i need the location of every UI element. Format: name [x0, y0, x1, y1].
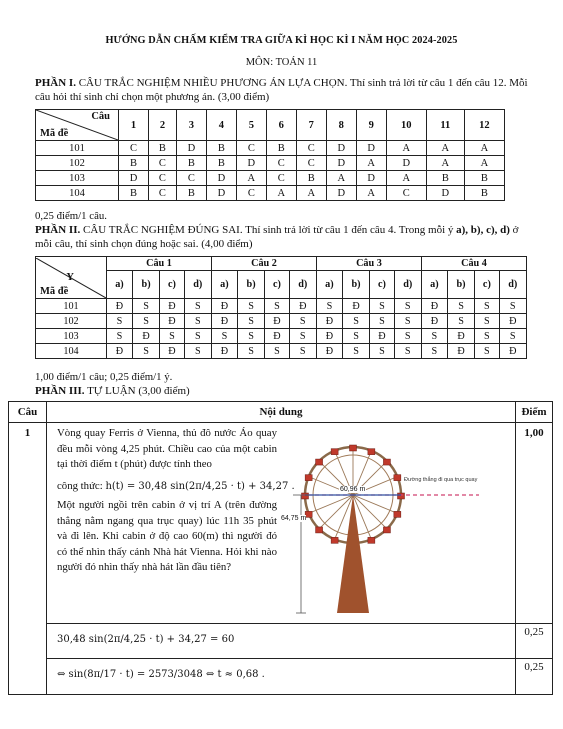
answer-cell: B — [176, 186, 206, 201]
part1-answer-table — [35, 109, 505, 201]
part1-question-header: 6 — [266, 110, 296, 141]
answer-cell: S — [475, 329, 499, 344]
part1-table-row — [36, 186, 505, 201]
answer-cell: D — [326, 141, 356, 156]
answer-cell: D — [326, 156, 356, 171]
part2-corner-cell — [36, 257, 107, 299]
part2-sub-header: a) — [107, 271, 133, 299]
exam-code-cell: 101 — [36, 141, 119, 156]
question-paragraph-1: Vòng quay Ferris ở Vienna, thủ đô nước Áo quay đều mỗi vòng 4,25 phút. Chiều cao của một cabin tại thời điểm t (phút) được tính theo — [57, 427, 277, 470]
part2-text-b: a), b), c), d) — [456, 224, 510, 236]
question-points: 1,00 — [516, 423, 553, 624]
answer-cell: S — [184, 329, 211, 344]
part1-instructions — [35, 77, 535, 104]
answer-cell: A — [356, 186, 386, 201]
answer-cell: A — [386, 171, 426, 186]
part2-sub-row — [36, 271, 527, 299]
part1-question-header: 9 — [356, 110, 386, 141]
part3-essay-table — [8, 401, 553, 695]
question-number: 1 — [9, 423, 47, 695]
part1-question-header: 1 — [119, 110, 149, 141]
part2-sub-header: b) — [342, 271, 369, 299]
answer-cell: Đ — [211, 299, 237, 314]
subject-label: MÔN: TOÁN 11 — [245, 57, 318, 68]
answer-cell: D — [426, 186, 464, 201]
part2-text-a: CÂU TRẮC NGHIỆM ĐÚNG SAI. Thí sinh trả lời từ câu 1 đến câu 4. Trong mỗi ý — [80, 224, 457, 236]
part1-corner-cell — [36, 110, 119, 141]
answer-cell: S — [184, 314, 211, 329]
exam-code-cell: 103 — [36, 329, 107, 344]
part1-question-header: 4 — [206, 110, 236, 141]
answer-cell: S — [289, 314, 316, 329]
formula-label: công thức: — [57, 479, 106, 492]
answer-cell: S — [237, 344, 264, 359]
exam-code-cell: 103 — [36, 171, 119, 186]
answer-cell: Đ — [289, 299, 316, 314]
answer-cell: S — [289, 344, 316, 359]
answer-cell: C — [296, 141, 326, 156]
answer-cell: Đ — [107, 344, 133, 359]
step1-cell — [47, 624, 516, 659]
part2-sub-header: a) — [316, 271, 342, 299]
answer-cell: S — [107, 314, 133, 329]
part2-sub-header: c) — [475, 271, 499, 299]
part1-question-header: 8 — [326, 110, 356, 141]
part1-scoring-note: 0,25 điểm/1 câu. — [35, 210, 107, 222]
part2-sub-header: c) — [160, 271, 184, 299]
answer-cell: S — [499, 329, 526, 344]
answer-cell: D — [176, 141, 206, 156]
part2-sub-header: d) — [394, 271, 421, 299]
answer-cell: B — [266, 141, 296, 156]
document-title: HƯỚNG DẪN CHẤM KIỂM TRA GIỮA KÌ HỌC KÌ I NĂM HỌC 2024-2025 — [105, 35, 458, 46]
answer-cell: A — [326, 171, 356, 186]
part2-sub-header: c) — [370, 271, 394, 299]
answer-cell: Đ — [316, 344, 342, 359]
answer-cell: C — [386, 186, 426, 201]
answer-cell: S — [237, 329, 264, 344]
part2-answer-table — [35, 256, 527, 359]
answer-cell: Đ — [160, 314, 184, 329]
part1-question-header: 7 — [296, 110, 326, 141]
question-content-cell — [47, 423, 516, 624]
step1-points: 0,25 — [516, 624, 553, 659]
answer-cell: D — [326, 186, 356, 201]
answer-cell: S — [370, 344, 394, 359]
exam-code-cell: 104 — [36, 186, 119, 201]
answer-cell: S — [370, 314, 394, 329]
answer-cell: C — [296, 156, 326, 171]
answer-cell: Đ — [316, 314, 342, 329]
part1-question-header: 11 — [426, 110, 464, 141]
answer-cell: A — [236, 171, 266, 186]
answer-cell: C — [176, 171, 206, 186]
answer-cell: S — [342, 344, 369, 359]
part2-text-c: ở mỗi câu, thí sinh chọn đúng hoặc sai. (4,00 điểm) — [35, 224, 519, 250]
part2-sub-header: b) — [132, 271, 159, 299]
answer-cell: D — [119, 171, 149, 186]
answer-cell: S — [184, 344, 211, 359]
answer-cell: S — [342, 314, 369, 329]
part2-table-row — [36, 299, 527, 314]
part2-group-header: Câu 2 — [211, 257, 316, 271]
answer-cell: Đ — [499, 314, 526, 329]
question-formula-line — [57, 479, 295, 495]
part1-heading: PHẦN I. — [35, 77, 76, 89]
part2-table-row — [36, 344, 527, 359]
step2-equation: ⇔ sin(8π/17 · t) = 2573/3048 ⇔ t ≈ 0,68 . — [57, 669, 265, 680]
answer-cell: S — [289, 329, 316, 344]
part1-table-row — [36, 171, 505, 186]
part2-sub-header: a) — [421, 271, 447, 299]
answer-cell: S — [447, 299, 474, 314]
answer-cell: S — [132, 344, 159, 359]
part1-question-header: 10 — [386, 110, 426, 141]
part1-table-row — [36, 141, 505, 156]
answer-cell: D — [386, 156, 426, 171]
answer-cell: S — [265, 344, 289, 359]
part2-scoring-note: 1,00 điểm/1 câu; 0,25 điểm/1 ý. — [35, 371, 173, 383]
answer-cell: S — [499, 299, 526, 314]
answer-cell: Đ — [499, 344, 526, 359]
answer-cell: Đ — [132, 329, 159, 344]
answer-cell: S — [370, 299, 394, 314]
height-label: 64,75 m — [281, 515, 307, 522]
answer-cell: S — [394, 329, 421, 344]
answer-cell: Đ — [265, 329, 289, 344]
answer-cell: S — [394, 299, 421, 314]
answer-cell: B — [426, 171, 464, 186]
part2-sub-header: b) — [237, 271, 264, 299]
part2-sub-header: d) — [499, 271, 526, 299]
answer-cell: Đ — [107, 299, 133, 314]
answer-cell: Đ — [211, 344, 237, 359]
part1-question-header: 5 — [236, 110, 266, 141]
formula: h(t) = 30,48 sin(2π/4,25 · t) + 34,27 . — [105, 480, 295, 492]
answer-cell: S — [394, 344, 421, 359]
corner-code-label: Mã đề — [40, 285, 69, 297]
exam-code-cell: 101 — [36, 299, 107, 314]
answer-cell: A — [386, 141, 426, 156]
part2-table-row — [36, 329, 527, 344]
part1-header-row — [36, 110, 505, 141]
step2-row — [9, 659, 553, 695]
answer-cell: S — [342, 329, 369, 344]
answer-cell: Đ — [421, 314, 447, 329]
answer-cell: B — [119, 186, 149, 201]
answer-cell: S — [184, 299, 211, 314]
part2-instructions — [35, 223, 535, 251]
part2-group-row — [36, 257, 527, 271]
answer-cell: Đ — [447, 329, 474, 344]
answer-cell: C — [119, 141, 149, 156]
ferris-wheel-figure — [281, 423, 491, 623]
answer-cell: S — [394, 314, 421, 329]
answer-cell: S — [237, 314, 264, 329]
col-points-header: Điểm — [516, 402, 553, 423]
answer-cell: S — [237, 299, 264, 314]
answer-cell: S — [160, 329, 184, 344]
answer-cell: B — [464, 171, 504, 186]
answer-cell: S — [132, 314, 159, 329]
step2-points: 0,25 — [516, 659, 553, 695]
answer-cell: Đ — [342, 299, 369, 314]
part1-question-header: 2 — [148, 110, 176, 141]
answer-cell: C — [266, 171, 296, 186]
question-paragraph-2: Một người ngồi trên cabin ở vị trí A (trên đường thẳng nằm ngang qua trục quay) lúc 11h 35 phút và đi lên. Khi cabin ở độ cao 60(m) thì người đó có thể nhìn thấy cảnh Nhà hát Vienna. Hỏi khi nào người đó nhìn thấy nhà hát lần đầu tiên? — [57, 499, 277, 573]
step1-row — [9, 624, 553, 659]
answer-cell: C — [148, 186, 176, 201]
answer-cell: B — [148, 141, 176, 156]
answer-cell: S — [211, 329, 237, 344]
answer-cell: Đ — [265, 314, 289, 329]
col-cau-header: Câu — [9, 402, 47, 423]
answer-cell: Đ — [211, 314, 237, 329]
part2-group-header: Câu 3 — [316, 257, 421, 271]
part2-sub-header: b) — [447, 271, 474, 299]
answer-cell: A — [426, 141, 464, 156]
answer-cell: D — [356, 171, 386, 186]
corner-question-label: Câu — [91, 111, 110, 122]
answer-cell: D — [206, 186, 236, 201]
part3-text: TỰ LUẬN (3,00 điểm) — [84, 385, 190, 397]
answer-cell: S — [475, 344, 499, 359]
answer-cell: Đ — [160, 299, 184, 314]
part1-text: CÂU TRẮC NGHIỆM NHIỀU PHƯƠNG ÁN LỰA CHỌN. Thí sinh trả lời từ câu 1 đến câu 12. Mỗi câu hỏi thí sinh chỉ chọn một phương án. (3,00 điểm) — [35, 77, 528, 103]
answer-cell: C — [148, 156, 176, 171]
answer-cell: Đ — [316, 329, 342, 344]
step1-equation: 30,48 sin(2π/4,25 · t) + 34,27 = 60 — [57, 634, 235, 645]
answer-cell: B — [464, 186, 504, 201]
corner-code-label: Mã đề — [40, 128, 69, 139]
answer-cell: A — [356, 156, 386, 171]
answer-cell: S — [421, 329, 447, 344]
exam-code-cell: 102 — [36, 156, 119, 171]
answer-cell: S — [447, 314, 474, 329]
answer-cell: Đ — [447, 344, 474, 359]
diameter-label: 60,96 m — [340, 486, 366, 493]
exam-code-cell: 104 — [36, 344, 107, 359]
part2-sub-header: c) — [265, 271, 289, 299]
part3-header-row — [9, 402, 553, 423]
answer-cell: A — [426, 156, 464, 171]
answer-cell: B — [296, 171, 326, 186]
ferris-wheel-icon — [281, 423, 491, 623]
answer-cell: Đ — [421, 299, 447, 314]
answer-cell: D — [206, 171, 236, 186]
answer-cell: A — [296, 186, 326, 201]
part1-table-row — [36, 156, 505, 171]
part2-heading: PHẦN II. — [35, 224, 81, 236]
step2-cell — [47, 659, 516, 695]
part2-group-header: Câu 1 — [107, 257, 212, 271]
answer-cell: Đ — [370, 329, 394, 344]
exam-code-cell: 102 — [36, 314, 107, 329]
answer-cell: S — [316, 299, 342, 314]
answer-cell: S — [475, 299, 499, 314]
part3-heading-line — [35, 385, 190, 397]
answer-cell: Đ — [160, 344, 184, 359]
answer-cell: D — [236, 156, 266, 171]
answer-cell: C — [236, 141, 266, 156]
corner-item-label: Y — [66, 271, 74, 283]
col-content-header: Nội dung — [47, 402, 516, 423]
answer-cell: D — [356, 141, 386, 156]
answer-cell: B — [206, 156, 236, 171]
part1-question-header: 12 — [464, 110, 504, 141]
part2-table-row — [36, 314, 527, 329]
answer-cell: B — [119, 156, 149, 171]
answer-cell: A — [464, 141, 504, 156]
answer-cell: S — [265, 299, 289, 314]
part2-sub-header: d) — [184, 271, 211, 299]
answer-cell: S — [475, 314, 499, 329]
answer-cell: C — [236, 186, 266, 201]
answer-cell: S — [107, 329, 133, 344]
answer-cell: A — [464, 156, 504, 171]
answer-cell: S — [132, 299, 159, 314]
part2-sub-header: d) — [289, 271, 316, 299]
question-row — [9, 423, 553, 624]
answer-cell: B — [206, 141, 236, 156]
answer-cell: S — [421, 344, 447, 359]
part3-heading: PHẦN III. — [35, 385, 85, 397]
axis-label: Đường thẳng đi qua trục quay — [404, 477, 478, 483]
part1-question-header: 3 — [176, 110, 206, 141]
answer-cell: C — [266, 156, 296, 171]
part2-sub-header: a) — [211, 271, 237, 299]
answer-cell: A — [266, 186, 296, 201]
part2-group-header: Câu 4 — [421, 257, 526, 271]
answer-cell: B — [176, 156, 206, 171]
answer-cell: C — [148, 171, 176, 186]
